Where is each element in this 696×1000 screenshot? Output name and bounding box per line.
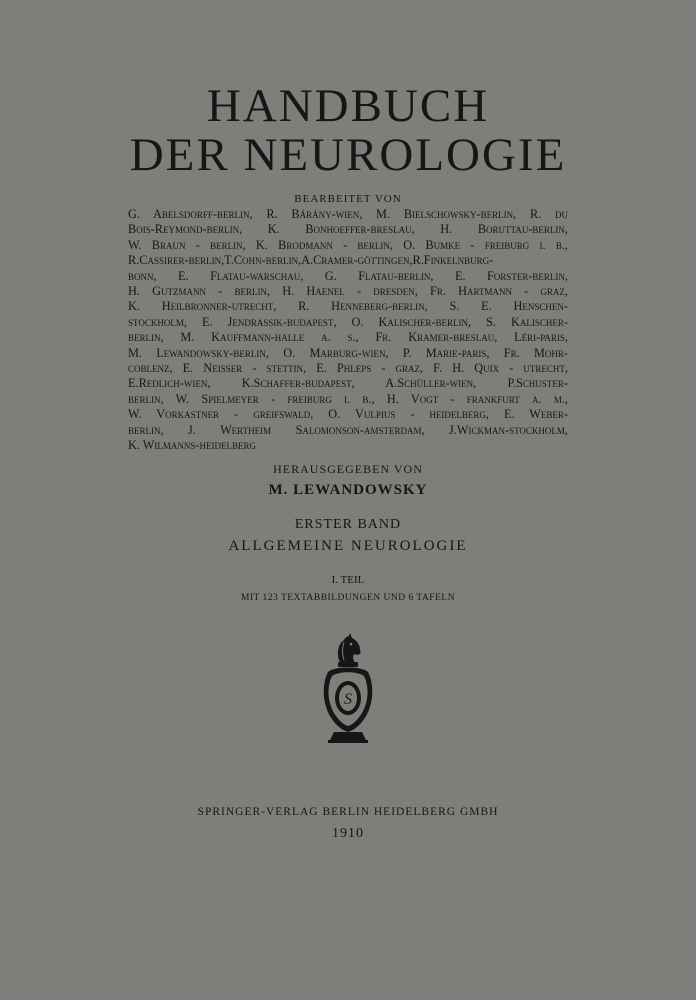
editor-name: M. LEWANDOWSKY xyxy=(268,482,428,498)
illustrations-note: MIT 123 TEXTABBILDUNGEN UND 6 TAFELN xyxy=(240,593,456,603)
contributor-line: berlin, M. Kauffmann-halle a. s., Fr. Kramer-breslau, Léri-paris, xyxy=(128,330,568,345)
herausgegeben-von-label: HERAUSGEGEBEN VON xyxy=(273,462,423,476)
volume-label: ERSTER BAND xyxy=(294,517,402,532)
part-label: I. TEIL xyxy=(331,574,365,586)
contributor-line: G. Abelsdorff-berlin, R. Bárány-wien, M. Bielschowsky-berlin, R. du xyxy=(128,207,568,221)
bearbeitet-von-label: BEARBEITET VON xyxy=(294,193,402,205)
contributor-line: Bois-Reymond-berlin, K. Bonhoeffer-breslau, H. Boruttau-berlin, xyxy=(128,222,568,237)
contributor-line: W. Braun - berlin, K. Brodmann - berlin, O. Bumke - freiburg i. b., xyxy=(128,237,568,252)
contributor-line: K. Wilmanns-heidelberg xyxy=(128,438,257,453)
contributor-line: coblenz, E. Neisser - stettin, E. Phleps - graz, F. H. Quix - utrecht, xyxy=(128,361,568,376)
title-line-2: DER NEUROLOGIE xyxy=(129,129,567,181)
contributor-line: E.Redlich-wien, K.Schaffer-budapest, A.Schüller-wien, P.Schuster- xyxy=(128,376,568,391)
contributor-line: berlin, W. Spielmeyer - freiburg i. b., H. Vogt - frankfurt a. m., xyxy=(128,391,568,406)
contributor-line: M. Lewandowsky-berlin, O. Marburg-wien, P. Marie-paris, Fr. Mohr- xyxy=(128,345,568,360)
contributor-line: R.Cassirer-berlin,T.Cohn-berlin,A.Cramer-göttingen,R.Finkelnburg- xyxy=(128,253,494,268)
contributor-line: bonn, E. Flatau-warschau, G. Flatau-berlin, E. Forster-berlin, xyxy=(128,268,568,283)
contributor-line: H. Gutzmann - berlin, H. Haenel - dresden, Fr. Hartmann - graz, xyxy=(128,284,568,299)
contributor-line: berlin, J. Wertheim Salomonson-amsterdam, J.Wickman-stockholm, xyxy=(128,422,568,437)
contributors-list xyxy=(128,207,568,454)
contributor-line: stockholm, E. Jendrassik-budapest, O. Kalischer-berlin, S. Kalischer- xyxy=(128,314,568,329)
svg-text:S: S xyxy=(344,691,352,708)
publisher-imprint: SPRINGER-VERLAG BERLIN HEIDELBERG GMBH xyxy=(197,806,499,818)
springer-logo-icon xyxy=(318,632,378,744)
contributor-line: W. Vorkastner - greifswald, O. Vulpius - heidelberg, E. Weber- xyxy=(128,407,568,422)
publication-year: 1910 xyxy=(332,826,364,841)
contributor-line: K. Heilbronner-utrecht, R. Henneberg-berlin, S. E. Henschen- xyxy=(128,299,568,314)
volume-subtitle: ALLGEMEINE NEUROLOGIE xyxy=(228,538,468,554)
title-line-1: HANDBUCH xyxy=(206,80,490,132)
